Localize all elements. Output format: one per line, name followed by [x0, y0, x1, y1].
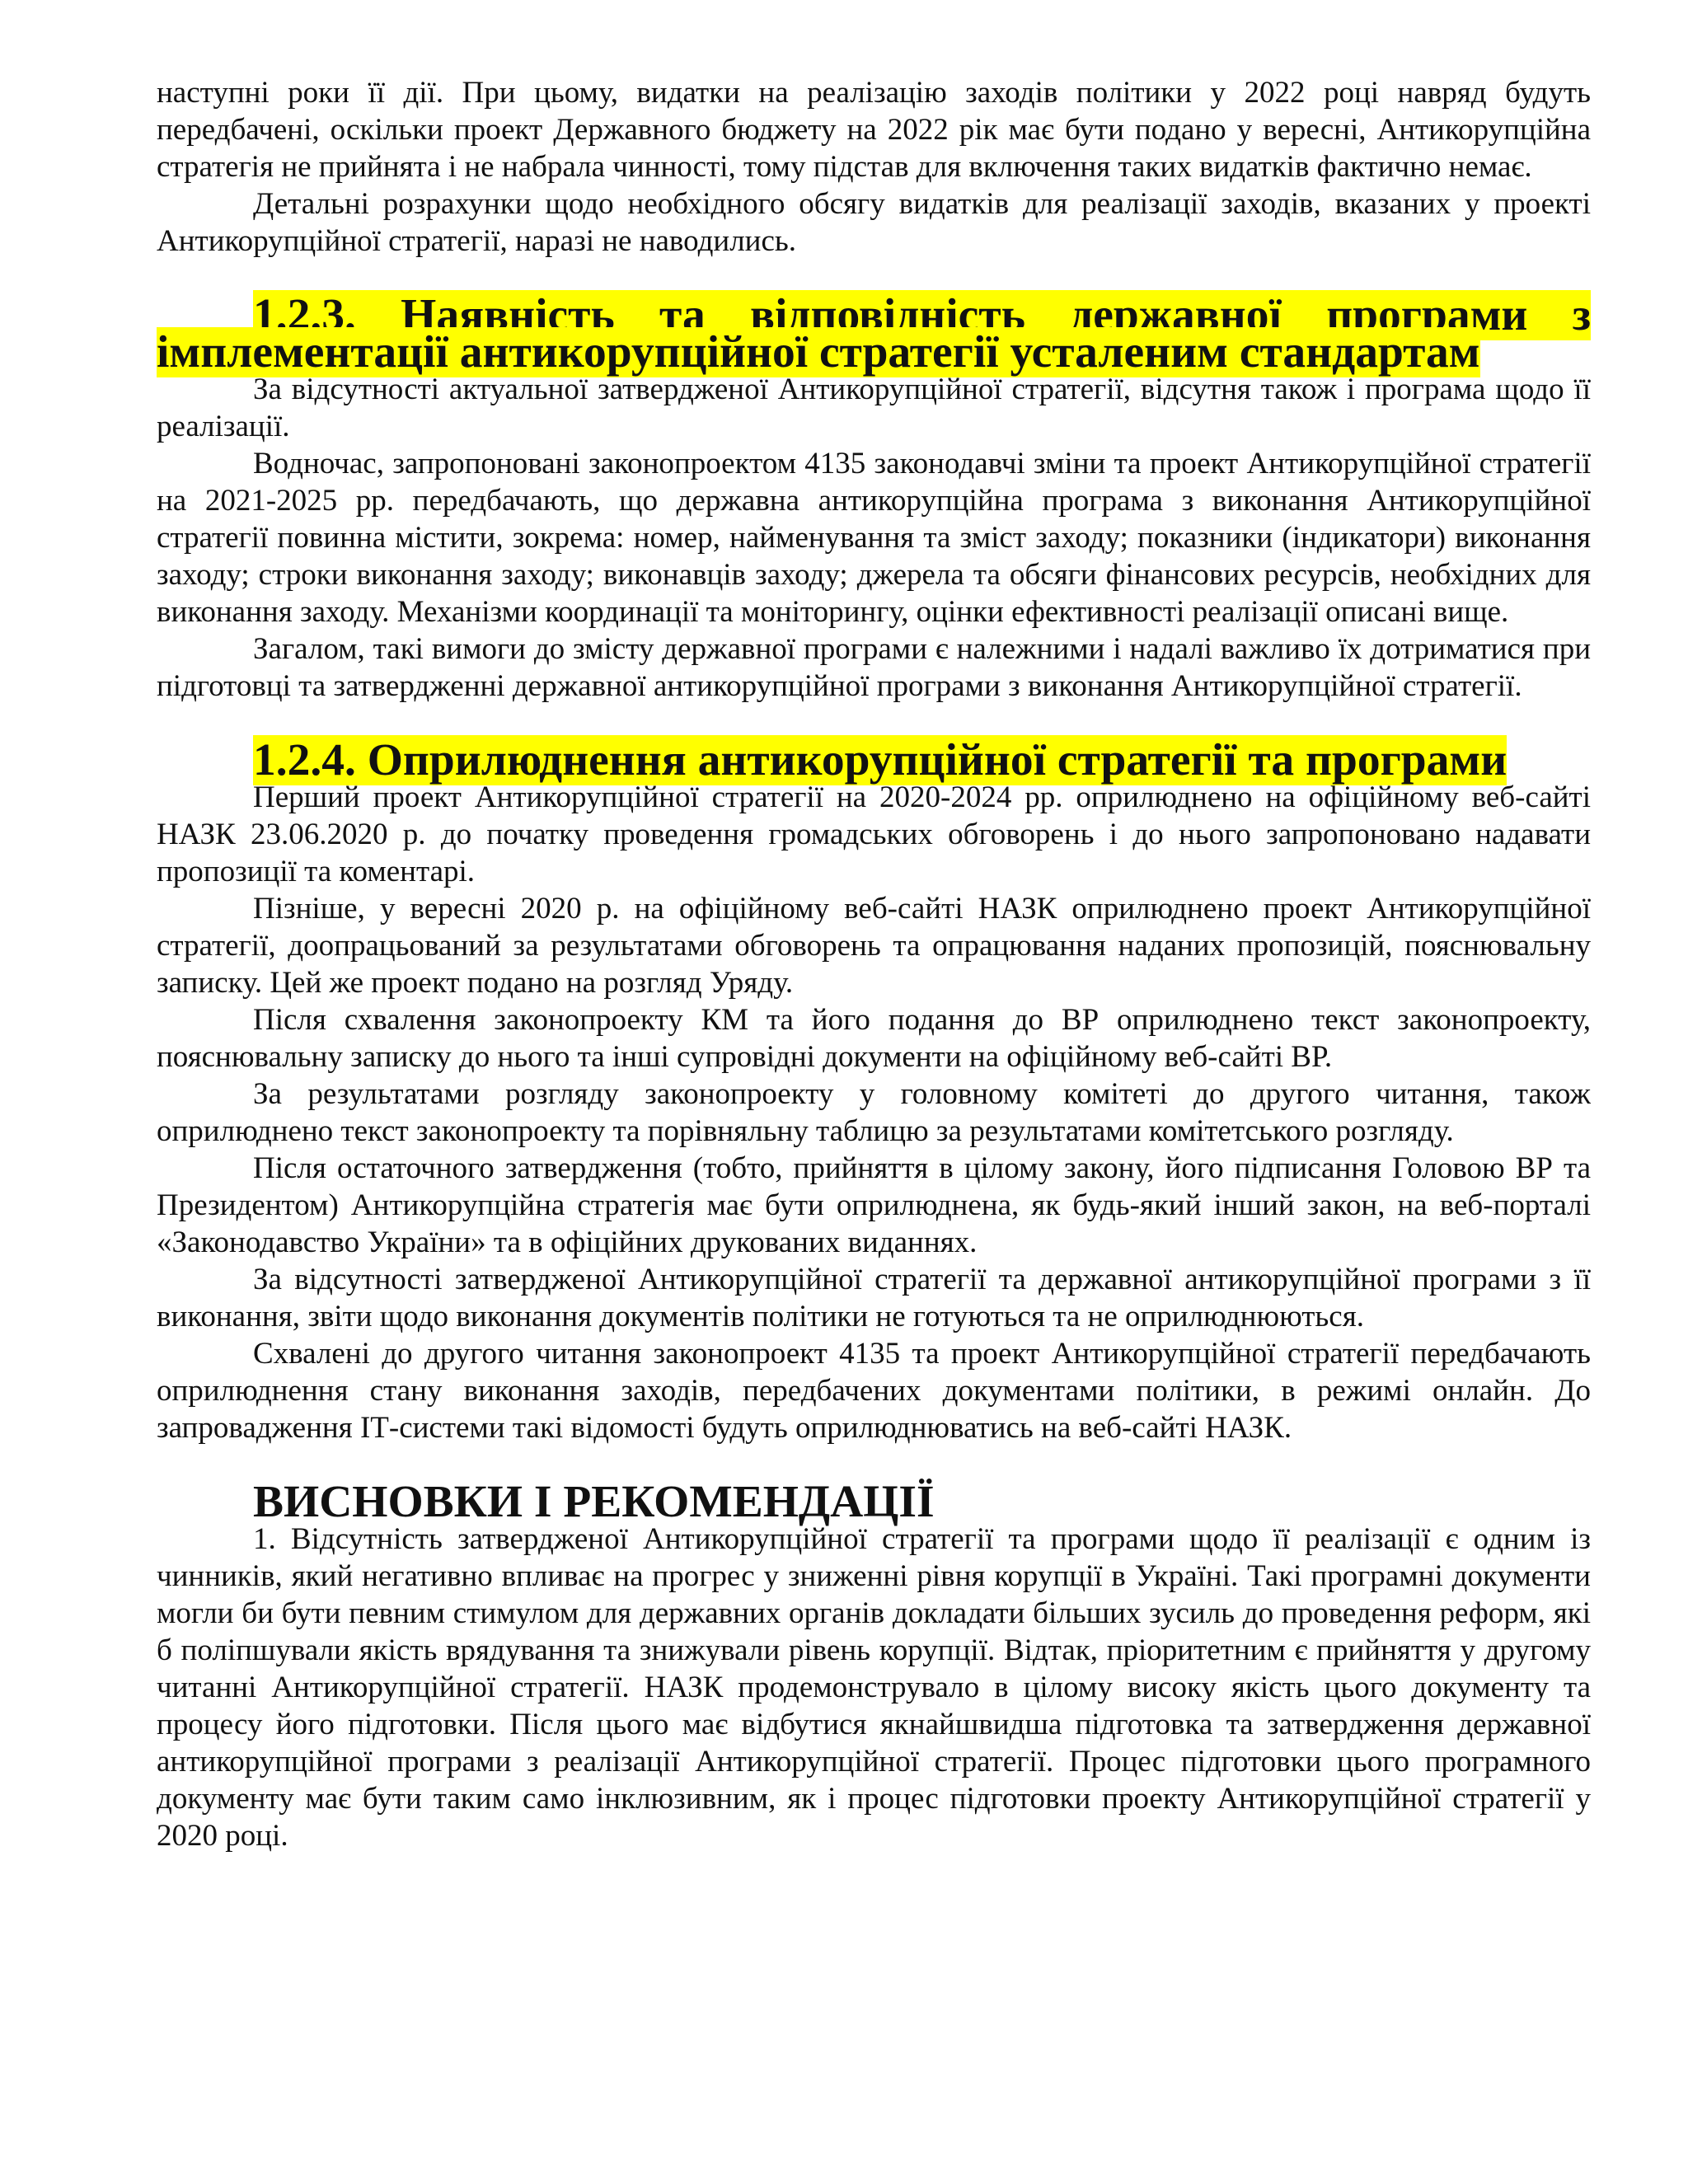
- paragraph-intro-2: Детальні розрахунки щодо необхідного обсягу видатків для реалізації заходів, вказаних у проекті Антикорупційної стратегії, наразі не наводились.: [157, 187, 1591, 258]
- conclusions-heading: ВИСНОВКИ І РЕКОМЕНДАЦІЇ: [253, 1477, 935, 1527]
- section-heading-1-2-3: [157, 290, 1591, 377]
- paragraph-124-2: Пізніше, у вересні 2020 р. на офіційному веб-сайті НАЗК оприлюднено проект Антикорупційної стратегії, доопрацьований за результатами обговорень та опрацювання наданих пропозицій, пояснювальну записку. Цей же проект подано на розгляд Уряду.: [157, 892, 1591, 1000]
- paragraph-124-7: Схвалені до другого читання законопроект 4135 та проект Антикорупційної стратегії передбачають оприлюднення стану виконання заходів, передбачених документами політики, в режимі онлайн. До запровадження ІТ-системи такі відомості будуть оприлюднюватись на веб-сайті НАЗК.: [157, 1337, 1591, 1445]
- paragraph-intro-1: наступні роки її дії. При цьому, видатки на реалізацію заходів політики у 2022 році навряд будуть передбачені, оскільки проект Державного бюджету на 2022 рік має бути подано у вересні, Антикорупційна стратегія не прийнята і не набрала чинності, тому підстав для включення таких видатків фактично немає.: [157, 76, 1591, 184]
- heading-highlight: 1.2.3. Наявність та відповідність державної програми з імплементації антикорупційної стратегії усталеним стандартам: [157, 290, 1591, 377]
- paragraph-124-6: За відсутності затвердженої Антикорупційної стратегії та державної антикорупційної програми з її виконання, звіти щодо виконання документів політики не готуються та не оприлюднюються.: [157, 1263, 1591, 1333]
- paragraph-124-4: За результатами розгляду законопроекту у головному комітеті до другого читання, також оприлюднено текст законопроекту та порівняльну таблицю за результатами комітетського розгляду.: [157, 1077, 1591, 1148]
- paragraph-123-2: Водночас, запропоновані законопроектом 4135 законодавчі зміни та проект Антикорупційної стратегії на 2021-2025 рр. передбачають, що державна антикорупційна програма з виконання Антикорупційної стратегії повинна містити, зокрема: номер, найменування та зміст заходу; показники (індикатори) виконання заходу; строки виконання заходу; виконавців заходу; джерела та обсяги фінансових ресурсів, необхідних для виконання заходу. Механізми координації та моніторингу, оцінки ефективності реалізації описані вище.: [157, 447, 1591, 629]
- heading-highlight: 1.2.4. Оприлюднення антикорупційної стратегії та програми: [253, 735, 1507, 785]
- paragraph-124-1: Перший проект Антикорупційної стратегії на 2020-2024 рр. оприлюднено на офіційному веб-сайті НАЗК 23.06.2020 р. до початку проведення громадських обговорень і до нього запропоновано надавати пропозиції та коментарі.: [157, 780, 1591, 888]
- paragraph-123-1: За відсутності актуальної затвердженої Антикорупційної стратегії, відсутня також і програма щодо її реалізації.: [157, 373, 1591, 443]
- paragraph-123-3: Загалом, такі вимоги до змісту державної програми є належними і надалі важливо їх дотриматися при підготовці та затвердженні державної антикорупційної програми з виконання Антикорупційної стратегії.: [157, 632, 1591, 703]
- section-heading-1-2-4: [157, 735, 1591, 785]
- paragraph-124-3: Після схвалення законопроекту КМ та його подання до ВР оприлюднено текст законопроекту, пояснювальну записку до нього та інші супровідні документи на офіційному веб-сайті ВР.: [157, 1003, 1591, 1074]
- paragraph-124-5: Після остаточного затвердження (тобто, прийняття в цілому закону, його підписання Головою ВР та Президентом) Антикорупційна стратегія має бути оприлюднена, як будь-який інший закон, на веб-порталі «Законодавство України» та в офіційних друкованих виданнях.: [157, 1151, 1591, 1259]
- conclusion-paragraph-1: 1. Відсутність затвердженої Антикорупційної стратегії та програми щодо її реалізації є одним із чинників, який негативно впливає на прогрес у зниженні рівня корупції в Україні. Такі програмні документи могли би бути певним стимулом для державних органів докладати більших зусиль до проведення реформ, які б поліпшували якість врядування та знижували рівень корупції. Відтак, пріоритетним є прийняття у другому читанні Антикорупційної стратегії. НАЗК продемонструвало в цілому високу якість цього документу та процесу його підготовки. Після цього має відбутися якнайшвидша підготовка та затвердження державної антикорупційної програми з реалізації Антикорупційної стратегії. Процес підготовки цього програмного документу має бути таким само інклюзивним, як і процес підготовки проекту Антикорупційної стратегії у 2020 році.: [157, 1522, 1591, 1853]
